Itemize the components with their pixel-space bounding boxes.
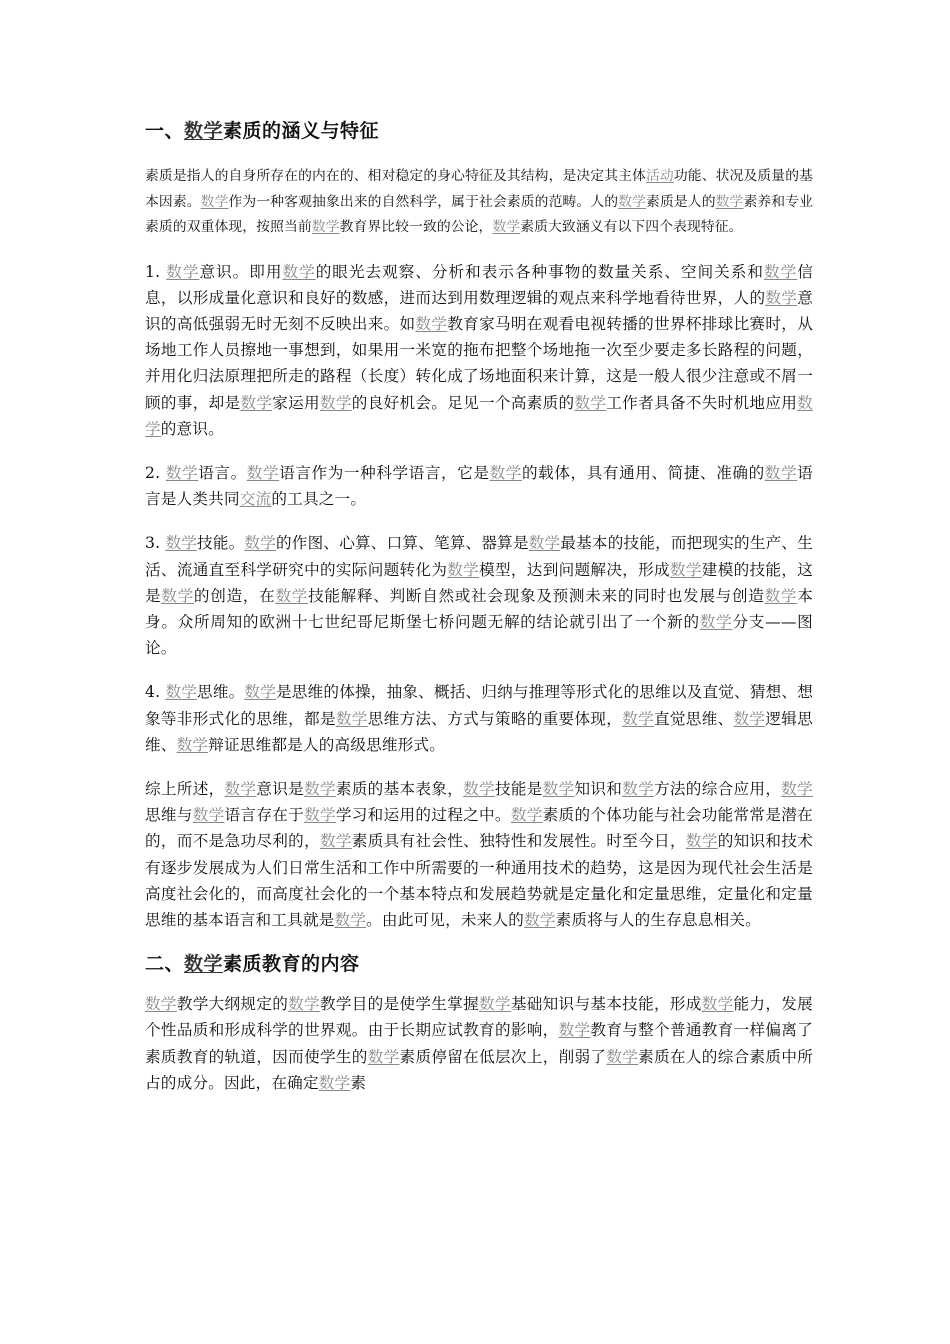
keyword-link[interactable]: 数学	[622, 779, 654, 798]
keyword-link[interactable]: 数学	[246, 463, 280, 482]
keyword-link[interactable]: 数学	[282, 262, 316, 281]
keyword-link[interactable]: 数学	[606, 1047, 639, 1066]
keyword-link[interactable]: 交流	[239, 490, 272, 509]
paragraph-text: 素质停留在低层次上，削弱了	[399, 1047, 607, 1066]
keyword-link[interactable]: 数学	[240, 393, 273, 412]
paragraph-text: 本身。众所周知的欧洲十七世纪哥尼斯堡七桥问题无解的结论就引出了一个新的	[145, 586, 813, 631]
keyword-link[interactable]: 数学	[479, 995, 511, 1014]
keyword-link[interactable]: 数学	[510, 806, 543, 825]
paragraph-text: 基础知识与基本技能，形成	[510, 995, 702, 1014]
paragraph-text: 的意识。	[160, 419, 224, 438]
paragraph-text: 分支——图论。	[145, 612, 813, 658]
paragraph-text: 1.	[145, 262, 167, 281]
keyword-link[interactable]: 数学	[319, 393, 352, 412]
keyword-link[interactable]: 数学	[524, 910, 556, 929]
keyword-link[interactable]: 数学	[176, 735, 209, 754]
keyword-link[interactable]: 数学	[288, 995, 320, 1014]
paragraph-text: 意识。即用	[199, 262, 283, 281]
keyword-link[interactable]: 数学	[618, 193, 647, 210]
keyword-link[interactable]: 数学	[669, 560, 702, 579]
paragraph-text: 教学大纲规定的	[176, 995, 289, 1014]
paragraph-text: 的载体，具有通用、简捷、准确的	[521, 463, 765, 482]
paragraph-text: 能力，发展个性品质和形成科学的世界观。由于长期应试教育的影响，	[145, 995, 813, 1040]
paragraph-text: 学习和运用的过程之中。	[335, 806, 511, 825]
keyword-link[interactable]: 数学	[145, 995, 177, 1014]
paragraph-text: 语言。	[198, 463, 247, 482]
keyword-link[interactable]: 数学	[161, 586, 194, 605]
keyword-link[interactable]: 数学	[367, 1047, 400, 1066]
paragraph-text: 技能是	[494, 779, 543, 798]
keyword-link[interactable]: 数学	[699, 612, 733, 631]
paragraph-summary	[145, 776, 813, 933]
keyword-link[interactable]: 数学	[184, 120, 224, 142]
keyword-link[interactable]: 数学	[574, 393, 607, 412]
keyword-link[interactable]: 数学	[184, 953, 224, 976]
keyword-link[interactable]: 数学	[200, 193, 229, 210]
paragraph-text: 意识是	[256, 779, 305, 798]
paragraph-text: 教育与整个普通教育一样偏离了素质教育的轨道，因而使学生的	[145, 1021, 814, 1066]
keyword-link[interactable]: 数学	[764, 586, 798, 605]
keyword-link[interactable]: 数学	[224, 779, 257, 798]
paragraph-text: 意识的高低强弱无时无刻不反映出来。如	[145, 288, 813, 333]
heading-text: 素质的涵义与特征	[223, 120, 380, 142]
keyword-link[interactable]: 数学	[165, 463, 199, 482]
keyword-link[interactable]: 数学	[244, 683, 277, 702]
paragraph-text: 思维与	[145, 806, 193, 825]
keyword-link[interactable]: 数学	[715, 193, 744, 210]
keyword-link[interactable]: 数学	[447, 560, 480, 579]
paragraph-text: 2.	[145, 463, 166, 482]
paragraph-text: 是思维的体操，抽象、概括、归纳与推理等形式化的思维以及直觉、猜想、想象等非形式化的思维，都是	[145, 683, 814, 728]
paragraph-text: 的知识和技术有逐步发展成为人们日常生活和工作中所需要的一种通用技术的趋势，这是因为现代社会生活是高度社会化的，而高度社会化的一个基本特点和发展趋势就是定量化和定量思维，定量化和定量思维的基本语言和工具就是	[145, 832, 814, 929]
paragraph-text: 思维方法、方式与策略的重要体现，	[367, 709, 623, 728]
paragraph-text: 综上所述，	[145, 779, 225, 798]
paragraph-text: 最基本的技能，而把现实的生产、生活、流通直至科学研究中的实际问题转化为	[145, 534, 814, 579]
paragraph-text: 模型，达到问题解决，形成	[479, 560, 670, 579]
paragraph-text: 语言是人类共同	[145, 463, 813, 509]
paragraph-math-language	[145, 460, 813, 512]
paragraph-text: 素质是指人的自身所存在的内在的、相对稳定的身心特征及其结构，是决定其主体	[145, 168, 647, 184]
keyword-link[interactable]: 数学	[463, 779, 495, 798]
paragraph-text: 建模的技能，这是	[145, 560, 814, 605]
keyword-link[interactable]: 数学	[304, 779, 336, 798]
section-heading-1	[145, 118, 813, 144]
paragraph-text: 。由此可见，未来人的	[366, 910, 525, 929]
paragraph-text: 知识和	[574, 779, 623, 798]
paragraph-text: 思维。	[197, 683, 245, 702]
paragraph-text: 的创造，在	[193, 586, 276, 605]
paragraph-text: 素质具有社会性、独特性和发展性。时至今日，	[351, 832, 686, 851]
paragraph-text: 语言作为一种科学语言，它是	[279, 463, 490, 482]
paragraph-text: 家运用	[272, 393, 320, 412]
paragraph-text: 技能解释、判断自然或社会现象及预测未来的同时也发展与创造	[308, 586, 765, 605]
keyword-link[interactable]: 数学	[311, 219, 340, 235]
keyword-link[interactable]: 数学	[192, 806, 225, 825]
keyword-link[interactable]: 数学	[781, 779, 813, 798]
paragraph-text: 语言存在于	[224, 806, 305, 825]
keyword-link[interactable]: 数学	[765, 288, 798, 307]
document-page	[145, 118, 813, 1114]
keyword-link[interactable]: 数学	[244, 534, 277, 553]
paragraph-text: 逻辑思维、	[145, 709, 813, 754]
paragraph-text: 方法的综合应用，	[654, 779, 782, 798]
paragraph-text: 素	[350, 1073, 367, 1092]
paragraph-text: 4.	[145, 683, 166, 702]
keyword-link[interactable]: 数学	[528, 534, 561, 553]
paragraph-math-skills	[145, 530, 813, 661]
keyword-link[interactable]: 数学	[304, 806, 336, 825]
paragraph-text: 的工具之一。	[271, 490, 367, 509]
heading-text: 素质教育的内容	[223, 953, 360, 976]
paragraph-math-thinking	[145, 679, 813, 758]
keyword-link[interactable]: 数学	[558, 1021, 591, 1040]
paragraph-text: 辩证思维都是人的高级思维形式。	[208, 735, 446, 754]
section-heading-2	[145, 951, 813, 977]
keyword-link[interactable]: 数学	[334, 910, 367, 929]
keyword-link[interactable]: 数学	[335, 709, 368, 728]
paragraph-text: 工作者具备不失时机地应用	[606, 393, 798, 412]
keyword-link[interactable]: 数学	[319, 832, 352, 851]
keyword-link[interactable]: 数学	[764, 262, 798, 281]
paragraph-text: 教育家马明在观看电视转播的世界杯排球比赛时，从场地工作人员擦地一事想到，如果用一米宽的拖布把整个场地拖一次至少要走多长路程的问题，并用化归法原理把所走的路程（长度）转化成了场地面积来计算，这是一般人很少注意或不屑一顾的事，却是	[145, 314, 813, 412]
keyword-link[interactable]: 数学	[415, 314, 448, 333]
heading-prefix: 一、	[145, 120, 185, 142]
paragraph-text: 素质是人的	[646, 193, 716, 210]
keyword-link[interactable]: 数学	[492, 219, 521, 235]
paragraph-text: 3.	[145, 534, 166, 553]
paragraph-text: 素质的个体功能与社会功能常常是潜在的，而不是急功尽利的，	[145, 806, 813, 851]
paragraph-intro	[145, 164, 813, 241]
paragraph-text: 素质将与人的生存息息相关。	[555, 910, 761, 929]
paragraph-text: 的眼光去观察、分析和表示各种事物的数量关系、空间关系和	[315, 262, 764, 281]
paragraph-text: 作为一种客观抽象出来的自然科学，属于社会素质的范畴。人的	[228, 193, 619, 210]
paragraph-text: 技能。	[197, 534, 245, 553]
paragraph-text: 直觉思维、	[654, 709, 734, 728]
keyword-link[interactable]: 数学	[685, 832, 718, 851]
keyword-link[interactable]: 数学	[165, 683, 198, 702]
paragraph-text: 教育界比较一致的公论，	[339, 219, 493, 235]
paragraph-text: 教学目的是使学生掌握	[319, 995, 480, 1014]
paragraph-text: 信息，以形成量化意识和良好的数感，进而达到用数理逻辑的观点来科学地看待世界，人的	[145, 262, 814, 307]
paragraph-text: 素质在人的综合素质中所占的成分。因此，在确定	[145, 1047, 814, 1092]
paragraph-text: 素质的基本表象，	[335, 779, 464, 798]
paragraph-text: 素质大致涵义有以下四个表现特征。	[520, 219, 743, 235]
keyword-link[interactable]: 数学	[318, 1073, 351, 1092]
paragraph-text: 素养和专业素质的双重体现，按照当前	[145, 193, 814, 235]
keyword-link[interactable]: 数学	[145, 393, 813, 438]
keyword-link[interactable]: 数学	[701, 995, 734, 1014]
keyword-link[interactable]: 数学	[165, 534, 198, 553]
paragraph-education-content	[145, 991, 813, 1096]
keyword-link[interactable]: 数学	[489, 463, 522, 482]
keyword-link[interactable]: 数学	[622, 709, 654, 728]
keyword-link[interactable]: 数学	[764, 463, 798, 482]
paragraph-text: 功能、状况及质量的基本因素。	[145, 168, 814, 210]
paragraph-text: 的良好机会。足见一个高素质的	[351, 393, 575, 412]
keyword-link[interactable]: 数学	[166, 262, 200, 281]
keyword-link[interactable]: 数学	[275, 586, 309, 605]
heading-prefix: 二、	[145, 953, 185, 976]
keyword-link[interactable]: 数学	[542, 779, 575, 798]
keyword-link[interactable]: 活动	[646, 168, 674, 184]
paragraph-text: 的作图、心算、口算、笔算、器算是	[276, 534, 529, 553]
keyword-link[interactable]: 数学	[733, 709, 766, 728]
paragraph-math-awareness	[145, 259, 813, 442]
